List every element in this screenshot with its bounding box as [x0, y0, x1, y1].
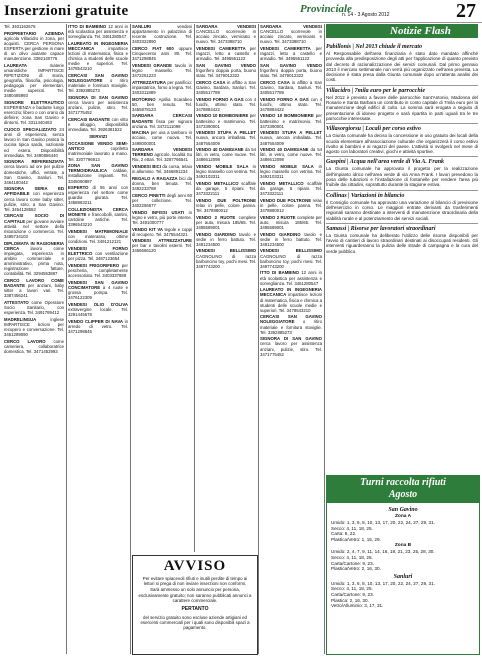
classified-ad [260, 181, 322, 196]
ad-text: tavolo e sedie in ferro battuto. Tel. 3481234500 [196, 231, 256, 247]
news-headline: Pabillonis | Nel 2013 chiude il mercato [326, 44, 422, 50]
ad-lead: VENDO 40 DAMIGIANE [196, 147, 245, 153]
ad-lead: SAN GAVINO VENDO [196, 62, 256, 68]
turni-header [327, 476, 479, 503]
classified-ad [68, 319, 128, 334]
ad-text: per panificio: impastatrice, forno a legna. Tel. 3403311889 [132, 79, 192, 95]
ad-text: in arredo di vetro. Tel. 3471298845 [68, 318, 128, 334]
ad-lead: SIGNORA DI SAN GAVINO [260, 336, 322, 342]
ad-lead: OCCASIONE VENDO SEMI-ANTICO [68, 141, 128, 152]
classified-ad [260, 314, 322, 334]
ad-lead: VENDO 10 BOMBONIERE [196, 113, 250, 119]
classified-ad [260, 215, 322, 230]
classified-ad [68, 207, 128, 227]
ad-lead: SARDARA VENDESI TERRENO [132, 147, 192, 158]
ad-lead: VENDESI BELLISSIMO [196, 248, 256, 254]
classified-ad [196, 46, 256, 61]
ad-lead: PROPRIETARIO AZIENDA [4, 30, 64, 36]
turni-raccolta-box [326, 475, 480, 655]
ad-lead: VENDO MOBILE SALA [196, 164, 253, 170]
ad-lead: VENDO GIARDINO [196, 231, 240, 237]
ad-text: CANCELLO scorrevole in acciaio zincato, verniciato e nuovo. Tel. 3473398710 [196, 29, 256, 45]
page-number: 27 [456, 0, 476, 22]
turni-line: Plastica: 2, 16, 30. [331, 597, 369, 603]
classified-ad [260, 63, 322, 78]
ad-lead: VENDESI BICI [132, 164, 163, 170]
classified-ad [4, 31, 64, 62]
turni-line: Secco: 4, 11, 18, 25. [331, 525, 373, 531]
classified-ad [196, 198, 256, 213]
ad-text: per uva a tamburo in acciaio, come nuova. Tel. 3498000001 [132, 130, 192, 146]
ad-text: da corsa, telaio in alluminio. Tel. 3466891234 [132, 164, 192, 175]
ad-text: cerca lavoro per assistenza anziani, pulizie, stiro. Tel. 3471775452 [68, 100, 128, 116]
column-divider [324, 24, 325, 654]
news-headline: Villasorgiorsu | Locali per corso estivo [326, 123, 478, 132]
ad-text: complete per auto, misura 185/65. Tel. 3495589001 [260, 214, 322, 230]
notizie-flash-title: Notizie Flash [390, 25, 451, 37]
ad-lead: CERCO LAVORO [4, 338, 54, 344]
classified-ad [68, 41, 128, 72]
ad-lead: ZONA SAN GAVINO TERMOIDRAULICA [68, 163, 128, 174]
ad-text: inglese IMPARTISCE lezioni per recupero e conversazione. Tel. 3461289090 [4, 316, 64, 337]
ad-lead: VENDO MOBILE SALA [260, 164, 319, 170]
ad-lead: VENDESI CAMERETTA [260, 45, 316, 51]
turni-zone: Zona A [394, 514, 412, 519]
classified-ad [196, 248, 256, 268]
ad-text: per battesimo e matrimonio. Tel. 3473390001 [260, 113, 322, 129]
ad-text: da 54 litri, in vetro, come nuove. Tel. 3486612098 [196, 147, 256, 163]
ad-text: con ventilazione per pizza. Tel. 3487123654 [68, 251, 128, 262]
ad-lead: CERCASI BADANTE [68, 116, 112, 122]
ad-lead: CERCASI SAN GAVINO NOLEGGIATORE [68, 73, 128, 84]
ad-lead: VENDO FORNO A GAS [196, 96, 246, 102]
ad-lead: SANLURI [132, 24, 178, 29]
turni-line: Plastica/Vetro: 2, 16, 30. [331, 566, 381, 572]
classified-ad [4, 300, 64, 315]
ad-lead: VENDESI FORNO ELETTRICO [68, 246, 128, 257]
classified-ad [68, 73, 128, 93]
ad-text: con 4 fuochi, ottimo stato. Tel. 3478884422 [196, 96, 256, 112]
column-divider [66, 24, 67, 654]
ad-lead: ATTREZZATURA [132, 79, 168, 85]
classified-ad [132, 80, 192, 95]
ad-text: lavoro come impiegata, esperienza in ambito commerciale e amministrativo, prima nota, registrazione fatture, contabilità. Tel. 3294553887 [4, 245, 64, 277]
ad-lead: VENDO METALLICO [196, 180, 242, 186]
turni-line: Plastica/Vetro: 1, 15, 29. [331, 536, 381, 542]
ad-lead: CERCO CASA [260, 79, 292, 85]
classified-ad [68, 263, 128, 278]
classified-ad [4, 317, 64, 337]
classified-ad [132, 147, 192, 162]
avviso-text: Sarà ammesso un solo annuncio per persona, esclusivamente gratuito; non saranno pubblicati annunci a carattere commerciale. [138, 587, 252, 603]
ad-text: 12 anni in età scolastica per assistenza e sorveglianza. Tel. 3461280547 [68, 24, 128, 40]
classified-ad [196, 147, 256, 162]
ad-text: tavolo in legno massello. Tel. 3472251223 [132, 62, 192, 79]
ad-text: in legno e vetro, più porte interne. Tel. 3491000777 [132, 209, 192, 225]
ad-text: a 4 ruote e grossa pompa. Tel. 3476122309 [68, 284, 128, 301]
ad-text: per ragazzi, letto a castello e armadio. Tel. 3495561122 [260, 45, 322, 62]
classified-ad [132, 97, 192, 112]
turni-town: Sanluri [393, 573, 413, 580]
classified-ad [132, 210, 192, 225]
column-divider [194, 24, 195, 552]
ad-lead: VENDO FORNO A GAS [260, 96, 311, 102]
ad-lead: VENDO DUE POLTRONE [260, 197, 313, 203]
ad-lead: SARDARA VENDESI [196, 24, 256, 29]
ads-column-1 [4, 24, 64, 654]
classified-ad [4, 213, 64, 238]
ads-column-4 [196, 24, 256, 552]
ad-text: caldaie, installazione impianti. Tel. 3345090887 [68, 168, 128, 184]
ad-text: degli anni 60 per collezione. Tel. 3402256677 [132, 192, 192, 208]
news-body: La Giunta comunale ha approvato il progetto per la realizzazione dell'impianto idrico nell'area verde di via Anna Frank. I lavori prevedono la posa delle tubazioni e l'installazione di fontanelle per rendere l'area più fruibile dai cittadini, soprattutto durante la stagione estiva. [326, 166, 478, 188]
ad-text: impartisce lezioni di matematica, fisica e chimica a studenti delle scuole medie e superiori. Tel. 3478543210 [260, 292, 322, 313]
ad-text: extravergine locale. Tel. 3291445678 [68, 306, 128, 317]
ad-text: oppure Cinquecento anni 80. Tel. 3471298845 [132, 45, 192, 62]
ads-column-5 [260, 24, 322, 654]
classified-ad [68, 280, 128, 300]
classified-ad [196, 63, 256, 78]
ad-lead: CERCO PINETTI [132, 192, 167, 198]
news-body: Al Responsabile dell'area finanziaria è stato dato mandato affinché provveda alla predisposizione degli atti per l'applicazione di quanto previsto dal decreto di razionalizzazione dei servizi comunali. Dal primo gennaio 2013 il mercato settimanale non verrà più organizzato nell'area prevista. La decisione è stata presa dalla Giunta comunale dopo un'attenta analisi dei costi. [326, 51, 478, 83]
ad-lead: CERCO CASA [196, 79, 227, 85]
ad-lead: ATTESTATO [4, 299, 32, 305]
classified-ad [132, 46, 192, 61]
avviso-text: Per evitare spiacevoli rifiuti e inutili perdite di tempo ai lettori si prega di non inviare inserzioni non conformi. [142, 576, 248, 587]
ad-text: 24 anni di esperienza, senza lavoro in San Gavino pratica la cucina tipica sarda, nazionale ed estera. Disponibilità immediata. Tel. 3490856440 [4, 127, 64, 158]
classified-ad [260, 113, 322, 128]
ad-text: scaffale da garage, 5 ripiani. Tel. 3473322111 [260, 180, 322, 197]
ad-text: Aprilia Scarabeo 50, ben tenuto. Tel. 3455878123 [132, 96, 192, 112]
classified-ad [132, 176, 192, 191]
classified-ad [260, 130, 322, 145]
ad-text: Tel. 3401162676 [4, 24, 36, 29]
ad-text: scaffale da garage, 5 ripiani. Tel. 3473322111 [196, 180, 256, 197]
ad-text: di 55 anni con esperienza nel settore come guardia giurata. Tel. 3458963211 [68, 185, 128, 206]
ad-lead: CERCO FIAT 600 [132, 45, 179, 51]
ad-lead: VENDESI STUFA A PELLET [196, 130, 256, 136]
turni-line: Umido: 1, 3, 6, 8, 10, 13, 17, 20, 22, 24, 27, 29, 31. [331, 520, 435, 525]
ad-lead: MOTORINO [132, 96, 159, 102]
ad-lead: VENDO 2 RUOTE [196, 214, 239, 220]
ad-text: nuova, ancora imballata. Tel. 3487654009 [260, 135, 322, 146]
classified-ad [132, 130, 192, 145]
classified-ad [260, 232, 322, 247]
classified-ad [132, 63, 192, 78]
ad-lead: CERCO LAVORO COME BADANTE [4, 277, 64, 288]
issue-date: n. 14 - 3 Agosto 2012 [342, 12, 390, 18]
turni-month: Agosto [388, 489, 418, 500]
section-heading: SERVIZI [89, 134, 107, 140]
ad-lead: VENDO 2 RUOTE [260, 214, 297, 220]
ad-text: in affitto a San Gavino, Sardara, Sanluri. Tel. 3405517789 [260, 79, 322, 95]
classified-ad [260, 80, 322, 95]
column-divider [130, 24, 131, 654]
classified-ad [260, 97, 322, 112]
classified-ad [4, 278, 64, 298]
masthead: Provinciale [300, 3, 352, 15]
ad-lead: VENDO KIT VA [132, 226, 165, 232]
classified-ad [260, 248, 322, 268]
classified-ad [132, 113, 192, 128]
classified-ad [196, 130, 256, 145]
ad-text: in legno massello con vetrina. Tel. 3492103311 [260, 164, 322, 180]
ad-lead: CUOCO SPECIALIZZATO [4, 127, 60, 133]
turni-body [327, 503, 479, 611]
ad-text: agricola Villacidro in zona, per acquisti. CERCA PERSONA ESPERTA per gestione in mare di un olivo aiutante capace manutenzione. 3392140776 [4, 35, 64, 62]
ad-text: 12 anni in età scolastica per assistenza e sorveglianza. Tel. 3461280547 [260, 270, 322, 286]
classified-ad [68, 229, 128, 244]
ad-lead: VENDO DUE POLTRONE [196, 197, 256, 203]
ad-text: con 4 fuochi, ottimo stato. Tel. 3478884422 [260, 96, 322, 112]
classified-ad [4, 100, 64, 125]
ad-lead: VENDESI BELLISSIMO [260, 248, 322, 254]
ad-lead: VENDO CLIPPER DI NAVA [68, 318, 125, 324]
ad-lead: SARDARA CERCASI BADANTE [132, 113, 192, 124]
ad-text: da 54 litri, in vetro, come nuove. Tel. 3486612098 [260, 147, 322, 163]
ad-text: cerca lavoro ad ore per pulizie domestiche, uffici, vetrate, a San Gavino, Sanluri. Tel. 3464180442 [4, 164, 64, 185]
classified-ad [196, 24, 256, 44]
classified-ad [68, 117, 128, 132]
classified-ad [68, 302, 128, 317]
page-header [0, 0, 482, 23]
turni-line: Carta: 8, 22. [331, 531, 357, 537]
classified-ad [260, 270, 322, 285]
classified-ad [196, 215, 256, 230]
ad-lead: LAUREATA [4, 62, 50, 68]
classified-ad [68, 141, 128, 161]
ad-lead: COLLEZIONISTA CERCA MONETE [68, 207, 128, 218]
classified-ad [4, 63, 64, 99]
ad-text: materie umanistiche IMPARTISCE RIPETIZIONI di storia, geografia, filosofia, psicologia, pedagogia per elementari, medie superiori. Tel. 3480485993 [4, 62, 64, 99]
ad-text: bici da donna, ben tenuta. Tel. 3492233788 [132, 175, 192, 192]
turni-line: Carta/Cartone: 9, 23. [331, 560, 374, 566]
ad-text: frigorifero doppia porta, buono stato. Tel. 3479012322 [260, 67, 322, 79]
ad-lead: VENDESI FRIGORIFERO [68, 262, 122, 268]
notizie-flash-column [326, 42, 478, 470]
section-title: Inserzioni gratuite [4, 3, 129, 19]
ad-lead: VENDESI SAN GAVINO CONCIMATORE [68, 279, 128, 290]
classified-ad [260, 164, 322, 179]
ad-text: in legno massello con vetrina. Tel. 3492103311 [196, 164, 256, 180]
ad-text: CAGNOLINO di razza barboncino toy, pochi mesi. Tel. 3497743200 [196, 253, 256, 269]
turni-line: Umido: 2, 4, 7, 9, 11, 14, 16, 18, 21, 23, 25, 28, 30. [331, 549, 435, 555]
classified-ad [132, 238, 192, 253]
turni-line: Secco: 4, 11, 18, 25. [331, 554, 373, 560]
ad-lead: SAN GAVINO VENDO [260, 62, 322, 68]
ad-text: complete per auto, misura 185/65. Tel. 3495589001 [196, 214, 256, 230]
classified-ad [4, 339, 64, 354]
ad-text: relax in pelle, colore panna. Tel. 3478880012 [196, 202, 256, 214]
ad-text: con materasso, ottime condizioni. Tel. 3491212121 [68, 234, 128, 245]
news-body: La Giunta comunale ha deciso la concessione in uso gratuito dei locali della scuola elementare all'associazione culturale che organizzerà il corso estivo rivolto ai bambini e ai ragazzi del paese. L'attività si svolgerà nel mese di agosto con laboratori creativi, giochi e attività sportive. [326, 133, 478, 155]
ad-lead: DIPLOMATA IN RAGIONERIA CERCA [4, 240, 64, 251]
classified-ad [260, 198, 322, 213]
ad-text: impartisce lezioni di matematica, fisica e chimica a studenti delle scuole medie e superiori. Tel. 3478543210 [68, 45, 128, 72]
ad-lead: VENDESI OLIO D'OLIVA [68, 301, 128, 307]
ad-lead: VENDO 40 DAMIGIANE [260, 147, 311, 153]
classified-ad [132, 227, 192, 237]
classified-ad [196, 164, 256, 179]
ad-text: con vitto e alloggio, disponibilità immediata. Tel. 3926381522 [68, 116, 128, 133]
turni-line: Umido: 1, 3, 6, 8, 10, 13, 17, 20, 22, 24, 27, 29, 31. [331, 580, 435, 586]
column-divider [258, 24, 259, 654]
classified-ad [260, 287, 322, 312]
avviso-emphasis: PERTANTO [181, 606, 209, 613]
ad-lead: VENDO 10 BOMBONIERE [260, 113, 316, 119]
classified-ad [68, 95, 128, 115]
classified-ad [132, 193, 192, 208]
ad-text: per pescheria, completamente accessoriato. Tel. 3403337889 [68, 262, 128, 279]
classified-ad [68, 24, 128, 39]
classified-ad [132, 164, 192, 174]
classified-ad [4, 241, 64, 277]
avviso-title: AVVISO [163, 558, 227, 574]
ad-lead: VENDO GIARDINO [260, 231, 305, 237]
ad-text: frigorifero doppia porta, buono stato. Tel. 3479012322 [196, 67, 256, 79]
avviso-text: del servizio gratuito sono escluse aziende artigiani ed esercenti commerciali per i quali sono disponibili spazi a pagamento. [140, 615, 250, 631]
ad-text: per anziani, baby sitter a lavori vari. Tel. 3387456241 [4, 282, 64, 299]
ad-lead: SIGNORA SERIA ED AFFIDABILE [4, 186, 64, 197]
news-body: Nel 2012 è previsto a favore delle parrocchie Sant'Antonio, Madonna del Rosario e Santa Barbara un contributo in conto capitale di 7mila euro per la manutenzione degli edifici di culto. La somma sarà erogata a seguito di presentazione di idoneo progetto e sarà ripartita in parti uguali tra le tre parrocchie interessate. [326, 94, 478, 121]
ad-text: come cameriera, collaboratrice domestica. Tel. 3471452993 [4, 338, 64, 354]
ad-text: e francobolli, santini, cartoline antiche. Tel. 3396543210 [68, 212, 128, 228]
ad-lead: SIGNORA REFERENZIATA [4, 159, 64, 165]
classified-ad [132, 24, 192, 44]
classified-ad [68, 185, 128, 205]
ad-text: agricolo, località Su Riu, 2 ettari. Tel. 3287766541 [132, 152, 192, 163]
ad-text: con esperienza cerca lavoro come baby sitter, pulizie, stiro, a San Gavino. Tel. 3454128553 [4, 191, 64, 212]
turni-line: Vetro/Alluminio: 3, 17, 31. [331, 603, 384, 609]
turni-line: Secco: 4, 11, 18, 25. [331, 586, 373, 592]
ad-lead: CERCASI SOCIO DI CAPITALE [4, 213, 64, 224]
classified-ad [260, 24, 322, 44]
classified-ad [4, 24, 64, 29]
classified-ad [196, 97, 256, 112]
news-headline: Collinas | Variazioni in bilancio [326, 190, 478, 199]
ad-text: o ritiro materiale e fornitura stoviglie. Tel. 3392885273 [68, 78, 128, 94]
ad-text: relax in pelle, colore panna. Tel. 3478880012 [260, 197, 322, 214]
ad-lead: MADRELINGUA [4, 316, 51, 322]
ad-lead: MACINA [132, 130, 151, 136]
ad-text: vendesi appartamento in palazzina di recente costruzione. Tel. 3403322890 [132, 24, 192, 45]
ad-lead: LAUREATO IN INGEGNERIA MECCANICA [68, 40, 128, 51]
ad-text: cerca lavoro per assistenza anziani, pulizie, stiro. Tel. 3471775452 [260, 341, 322, 357]
classified-ad [196, 181, 256, 196]
news-headline: Villacidro | 7mila euro per le parrocchie [326, 85, 478, 94]
ads-column-3 [132, 24, 192, 552]
avviso-box [132, 555, 258, 655]
ad-lead: SIGNORA DI SAN GAVINO [68, 95, 128, 100]
news-body: Il Consiglio comunale ha approvato una variazione al bilancio di previsione dell'esercizio in corso. Le maggiori entrate derivanti da trasferimenti regionali saranno destinate a interventi di manutenzione straordinaria della viabilità rurale e al potenziamento dei servizi sociali. [326, 199, 478, 221]
ad-text: come Operatore Socio Sanitario, con esperienza. Tel. 3491789412 [4, 299, 64, 315]
ad-text: tavolo e sedie in ferro battuto. Tel. 3481234500 [260, 231, 322, 247]
classified-ad [260, 46, 322, 61]
classified-ad [196, 80, 256, 95]
classified-ad [196, 113, 256, 128]
news-headline: Samassi | Risorse per lavoratori straordinari [326, 223, 478, 232]
ad-lead: SIGNORE ELETTRAUTICO [4, 100, 64, 106]
ad-lead: VENDESI STUFA A PELLET [260, 130, 322, 136]
classified-ad [196, 232, 256, 247]
ad-text: per giovane avviare attività nel settore della ristorazione o commercio. Tel. 3495734103 [4, 218, 64, 239]
turni-title: Turni raccolta rifiuti [360, 477, 446, 488]
ad-lead: CERCASI SAN GAVINO NOLEGGIATORE [260, 314, 322, 325]
turni-line: Carta/Cartone: 9, 23. [331, 591, 374, 597]
ad-text: per ragazzi, letto a castello e armadio. Tel. 3495561122 [196, 45, 256, 62]
ad-lead: VENDESI CAMERETTA [196, 45, 250, 51]
ad-lead: SARDARA VENDESI [260, 24, 322, 29]
ad-text: per battesimo e matrimonio. Tel. 3473390001 [196, 113, 256, 129]
ad-lead: REGALO A RAGAZZA [132, 175, 180, 181]
ad-text: per bar e tavolini esterni. Tel. 3456666120 [132, 243, 192, 254]
ad-text: copriletto matrimoniale lavorato a mano. Tel. 3207796913 [68, 146, 128, 162]
classified-ad [260, 147, 322, 162]
classified-ad [260, 336, 322, 356]
turni-zone: Zona B [394, 543, 412, 549]
ad-text: tegole e coppi di recupero. Tel. 3475544321 [132, 226, 192, 237]
news-headline: Guspini | Acqua nell'area verde di Via A. Frank [326, 156, 478, 165]
ad-text: o ritiro materiale e fornitura stoviglie. Tel. 3392885273 [260, 319, 322, 335]
news-body: La Giunta comunale ha deliberato l'utilizzo delle risorse disponibili per l'avvio di cantieri di lavoro straordinari destinati ai disoccupati residenti. Gli interventi riguarderanno la pulizia delle strade di campagna e la cura del verde pubblico. [326, 232, 478, 254]
ad-lead: ITTO DI BAMBINO [260, 270, 302, 276]
ad-text: ESPERIENZA e badante lungo esercizio; libero o con orario da definire; zona San Gavino e dintorni. Tel. 3311440463 [4, 105, 64, 126]
ad-text: fissa per signora anziana. Tel. 3472111098 [132, 118, 192, 129]
ad-text: CAGNOLINO di razza barboncino toy, pochi mesi. Tel. 3497743200 [260, 253, 322, 269]
classified-ad [4, 159, 64, 184]
ad-lead: VENDO INFISSI USATI [132, 209, 189, 215]
ads-column-2 [68, 24, 128, 654]
ad-lead: VENDO METALLICO [260, 180, 308, 186]
classified-ad [4, 186, 64, 211]
ad-lead: VENDESI GRANDE [132, 62, 175, 68]
classified-ad [68, 246, 128, 261]
classified-ad [4, 127, 64, 158]
ad-lead: VENDESI ATTREZZATURE [132, 238, 192, 244]
ad-lead: LAUREATO IN INGEGNERIA MECCANICA [260, 287, 322, 298]
ad-lead: ITTO DI BAMBINO [68, 24, 109, 29]
ad-text: nuova, ancora imballata. Tel. 3487654009 [196, 135, 256, 146]
ad-lead: VENDESI MATRIMONIALE [68, 229, 128, 235]
classified-ad [68, 163, 128, 183]
ad-lead: ESPERTO [68, 185, 93, 191]
ad-text: in affitto a San Gavino, Sardara, Sanluri. Tel. 3405517789 [196, 79, 256, 95]
ad-text: CANCELLO scorrevole in acciaio zincato, verniciato e nuovo. Tel. 3473398710 [260, 29, 322, 45]
turni-town: San Gavino [388, 507, 418, 513]
